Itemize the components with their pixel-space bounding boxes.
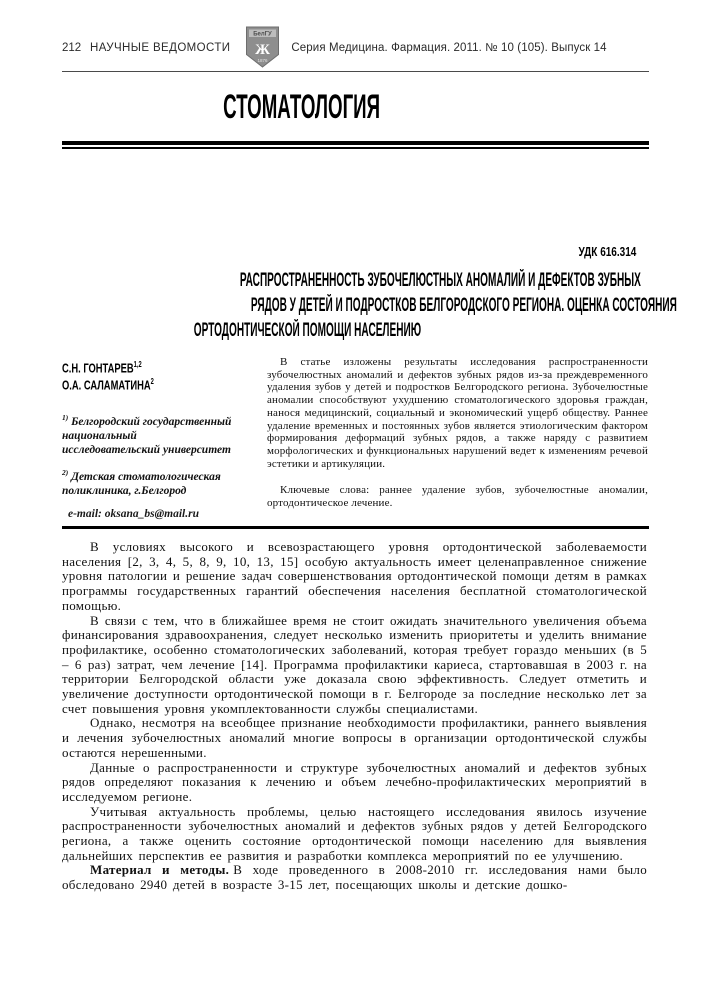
article-title bbox=[62, 269, 677, 344]
article-title-line: ОРТОДОНТИЧЕСКОЙ ПОМОЩИ НАСЕЛЕНИЮ bbox=[193, 320, 421, 341]
page-number: 212 bbox=[62, 42, 82, 54]
article-body bbox=[62, 540, 647, 893]
series-info: Серия Медицина. Фармация. 2011. № 10 (105). Выпуск 14 bbox=[291, 42, 607, 54]
affiliation: $^{1)}$ Белгородский государственный национальный исследовательский университет bbox=[62, 413, 232, 456]
header-rule bbox=[62, 71, 649, 72]
section-title-text: СТОМАТОЛОГИЯ bbox=[223, 88, 381, 126]
university-crest-icon bbox=[245, 26, 280, 71]
svg-text:1876: 1876 bbox=[257, 57, 268, 63]
page-header bbox=[62, 27, 649, 69]
meta-columns bbox=[62, 356, 648, 520]
affiliation-marker: 2) bbox=[62, 467, 69, 477]
subsection-heading: Материал и методы. bbox=[90, 862, 230, 878]
keywords-text: Ключевые слова: раннее удаление зубов, зубочелюстные аномалии, ортодонтическое лечение. bbox=[267, 484, 648, 510]
journal-name: НАУЧНЫЕ ВЕДОМОСТИ bbox=[90, 42, 231, 54]
author-block bbox=[62, 356, 267, 520]
author-email: e-mail: oksana_bs@mail.ru bbox=[68, 507, 199, 520]
section-double-rule bbox=[62, 141, 649, 149]
article-title-line: РАСПРОСТРАНЕННОСТЬ ЗУБОЧЕЛЮСТНЫХ АНОМАЛИЙ И ДЕФЕКТОВ ЗУБНЫХ bbox=[239, 270, 641, 291]
article-title-line: РЯДОВ У ДЕТЕЙ И ПОДРОСТКОВ БЕЛГОРОДСКОГО РЕГИОНА. ОЦЕНКА СОСТОЯНИЯ bbox=[250, 295, 677, 316]
section-title bbox=[62, 88, 542, 126]
author-name: О.А. САЛАМАТИНА$^2$ bbox=[62, 377, 154, 393]
author-name: С.Н. ГОНТАРЕВ$^{1,2}$ bbox=[62, 360, 142, 376]
abstract-block bbox=[267, 356, 648, 520]
abstract-text: В статье изложены результаты исследования распространенности зубочелюстных аномалий и дефектов зубных рядов из-за преждевременного удаления зубов у детей и подростков Белгородского региона. Зубочелюстные аномалии способствуют ухудшению стоматологического здоровья граждан, нанося медицинский, социальный и экономический ущерб обществу. Раннее удаление временных и постоянных зубов является этиологическим фактором формирования деформаций зубных рядов, а также наряду с развитием морфологических и функциональных нарушений ведет к изменениям речевой эстетики и артикуляции. bbox=[267, 356, 648, 470]
body-paragraph: Данные о распространенности и структуре зубочелюстных аномалий и дефектов зубных рядов определяют показания к лечению и объем лечебно-профилактических мероприятий в исследуемом регионе. bbox=[62, 759, 647, 804]
body-paragraph: В условиях высокого и всевозрастающего уровня ортодонтической заболеваемости населения [2, 3, 4, 5, 8, 9, 10, 13, 15] особую актуальность имеет целенаправленное снижение уровня патологии и решение задач совершенствования ортодонтической помощи детям в рамках программы государственных гарантий обеспечения населения бесплатной стоматологической помощью. bbox=[62, 539, 647, 613]
body-paragraph: Учитывая актуальность проблемы, целью настоящего исследования явилось изучение распространенности зубочелюстных аномалий и дефектов зубных рядов у детей Белгородского региона, а также оценить состояние ортодонтической помощи населению для выявления дальнейших перспектив ее развития и разработки комплекса мероприятий по ее улучшению. bbox=[62, 803, 647, 863]
body-paragraph: Однако, несмотря на всеобщее признание необходимости профилактики, раннего выявления и лечения зубочелюстных аномалий многие вопросы в организации ортодонтической службы остаются нерешенными. bbox=[62, 715, 647, 760]
body-paragraph: В связи с тем, что в ближайшее время не стоит ожидать значительного увеличения объема финансирования здравоохранения, следует несколько изменить приоритеты и уделить внимание профилактике, особенно стоматологических заболеваний, которая требует гораздо меньших (в 5 – 6 раз) затрат, чем лечение [14]. Программа профилактики кариеса, стартовавшая в 2003 г. на территории Белгородской области уже доказала свою эффективность. Следует отметить и увеличение доступности ортодонтической помощи в г. Белгороде за последние несколько лет за счет повышения уровня укомплектованности службы специалистами. bbox=[62, 612, 647, 716]
udc-code: УДК 616.314 bbox=[578, 245, 636, 259]
affiliation: $^{2)}$ Детская стоматологическая поликлиника, г.Белгород bbox=[62, 467, 221, 497]
columns-divider-rule bbox=[62, 526, 649, 529]
affiliation-marker: 1) bbox=[62, 413, 69, 422]
svg-text:Ж: Ж bbox=[255, 41, 271, 58]
author-affiliation-sup: 1,2 bbox=[133, 360, 142, 369]
svg-text:БелГУ: БелГУ bbox=[253, 31, 273, 37]
paragraph-text: В ходе проведенного в 2008-2010 гг. исследования нами было обследовано 2940 детей в возрасте 3-15 лет, посещающих школы и детские дошко- bbox=[62, 862, 647, 893]
body-paragraph bbox=[62, 863, 647, 892]
author-affiliation-sup: 2 bbox=[150, 377, 154, 386]
